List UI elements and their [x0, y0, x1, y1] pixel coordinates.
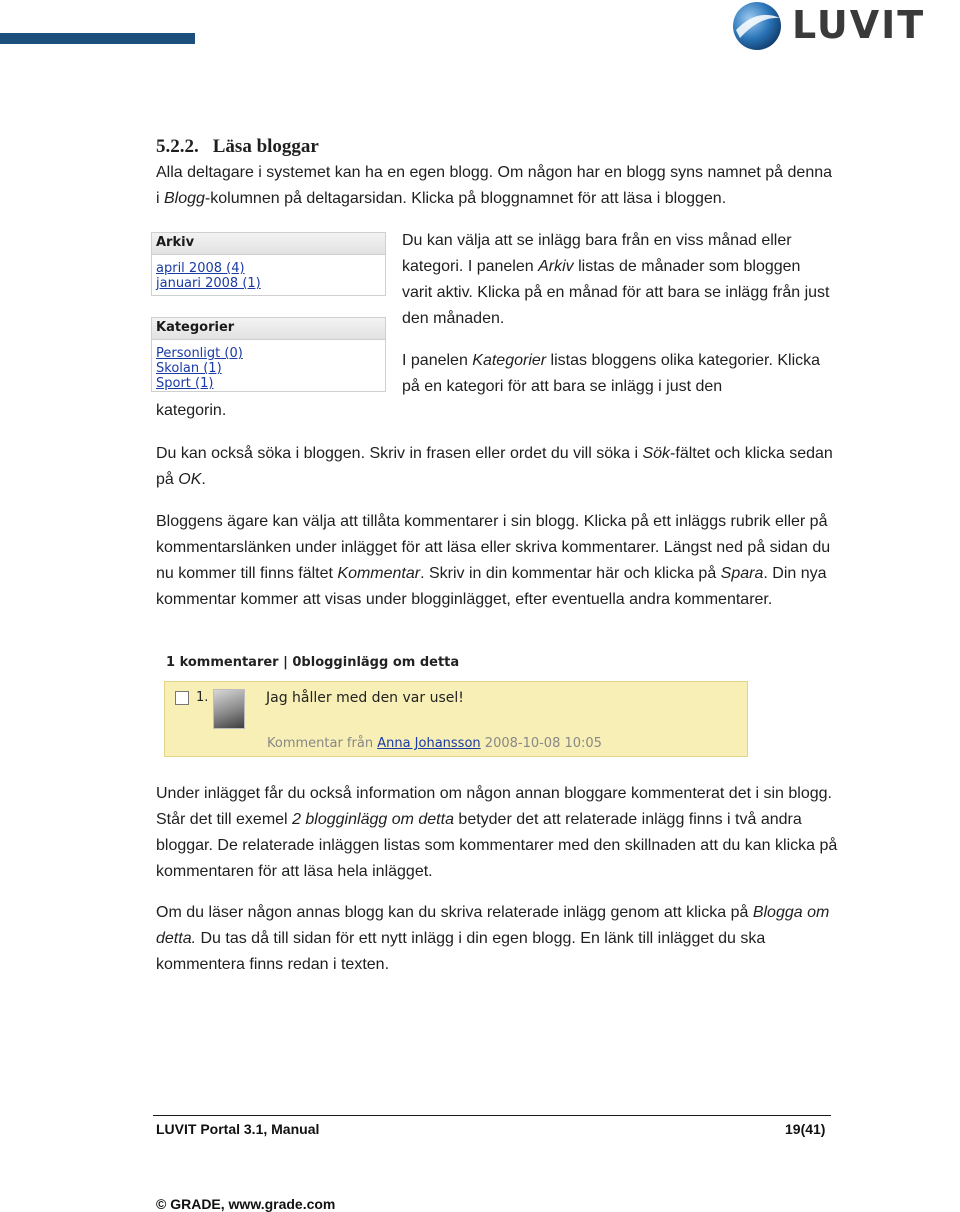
text-run: Du kan också söka i bloggen. Skriv in frasen eller ordet du vill söka i: [156, 445, 643, 462]
comment-meta-prefix: Kommentar från: [267, 736, 378, 751]
comment-index: 1.: [196, 690, 209, 705]
text-em: Kategorier: [472, 352, 547, 369]
text-em: 2 blogginlägg om detta: [292, 811, 454, 828]
text-run: .: [201, 471, 206, 488]
avatar: [213, 689, 245, 729]
text-em: Blogg: [164, 190, 205, 207]
text-run: listas de månader som bloggen varit aktiv. Klicka på en månad för att bara se inlägg från just den månaden.: [402, 258, 830, 327]
paragraph-intro: [156, 160, 836, 212]
arkiv-panel: [151, 232, 386, 296]
comment-meta: [267, 736, 602, 751]
text-run: . Din nya kommentar kommer att visas under blogginlägget, efter eventuella andra kommentarer.: [156, 565, 827, 608]
text-run: Du kan välja att se inlägg bara från en viss månad eller kategori. I panelen: [402, 232, 792, 275]
text-run: . Skriv in din kommentar här och klicka på: [420, 565, 721, 582]
header-accent-bar: [0, 33, 195, 44]
comment-checkbox[interactable]: [175, 691, 189, 705]
text-em: Spara: [720, 565, 764, 582]
section-number: 5.2.2.: [156, 136, 199, 157]
kategorier-panel: [151, 317, 386, 392]
comment-box: [164, 681, 748, 757]
paragraph-arkiv: [402, 228, 832, 332]
text-em: Blogga om detta.: [156, 904, 830, 947]
footer-divider: [153, 1115, 831, 1116]
comment-author-link[interactable]: Anna Johansson: [377, 736, 481, 751]
section-heading: [156, 136, 319, 158]
text-em: OK: [178, 471, 202, 488]
text-run: -fältet och klicka sedan på: [156, 445, 833, 488]
arkiv-panel-title: Arkiv: [152, 233, 385, 255]
text-em: Kommentar: [337, 565, 421, 582]
kategori-link[interactable]: Sport (1): [156, 376, 214, 391]
text-run: betyder det att relaterade inlägg finns i två andra bloggar. De relaterade inläggen listas som kommentarer med den skillnaden att du kan klicka på kommentaren för att läsa hela inlägget.: [156, 811, 838, 880]
text-run: Bloggens ägare kan välja att tillåta kommentarer i sin blogg. Klicka på ett inläggs rubrik eller på kommentarslänken under inlägget för att läsa eller skriva kommentarer. Längst ned på sidan du nu kommer till finns fältet: [156, 513, 831, 582]
kategorier-panel-title: Kategorier: [152, 318, 385, 340]
paragraph-search: [156, 441, 836, 493]
text-run: -kolumnen på deltagarsidan. Klicka på bloggnamnet för att läsa i bloggen.: [204, 190, 727, 207]
text-run: Om du läser någon annas blogg kan du skriva relaterade inlägg genom att klicka på: [156, 904, 753, 921]
arkiv-link[interactable]: januari 2008 (1): [156, 276, 261, 291]
footer-copyright: © GRADE, www.grade.com: [156, 1196, 336, 1212]
logo-wordmark: LUVIT: [792, 3, 926, 47]
section-title: Läsa bloggar: [212, 136, 319, 157]
text-em: Sök: [642, 445, 671, 462]
text-run: Du tas då till sidan för ett nytt inlägg i din egen blogg. En länk till inlägget du ska kommentera finns redan i texten.: [156, 930, 766, 973]
luvit-logo: [730, 0, 960, 52]
text-run: Alla deltagare i systemet kan ha en egen blogg. Om någon har en blogg syns namnet på denna i: [156, 164, 833, 207]
paragraph-related: [156, 781, 846, 885]
text-run: Under inlägget får du också information om någon annan bloggare kommenterat det i sin blogg. Står det till exemel: [156, 785, 832, 828]
kategori-link[interactable]: Skolan (1): [156, 361, 222, 376]
paragraph-blogga: [156, 900, 846, 978]
arkiv-link[interactable]: april 2008 (4): [156, 261, 245, 276]
kategori-link[interactable]: Personligt (0): [156, 346, 243, 361]
footer-manual-title: LUVIT Portal 3.1, Manual: [156, 1121, 320, 1137]
comments-header[interactable]: 1 kommentarer | 0blogginlägg om detta: [166, 655, 460, 670]
text-em: Arkiv: [538, 258, 574, 275]
paragraph-comments: [156, 509, 846, 613]
comment-date: 2008-10-08 10:05: [484, 736, 602, 751]
paragraph-kategorier-tail: kategorin.: [156, 402, 227, 419]
comment-text: Jag håller med den var usel!: [266, 690, 464, 706]
text-run: I panelen: [402, 352, 473, 369]
paragraph-kategorier: [402, 348, 832, 400]
footer-page-number: 19(41): [785, 1121, 826, 1137]
text-run: listas bloggens olika kategorier. Klicka på en kategori för att bara se inlägg i just den: [402, 352, 821, 395]
globe-logo-icon: [730, 0, 786, 52]
